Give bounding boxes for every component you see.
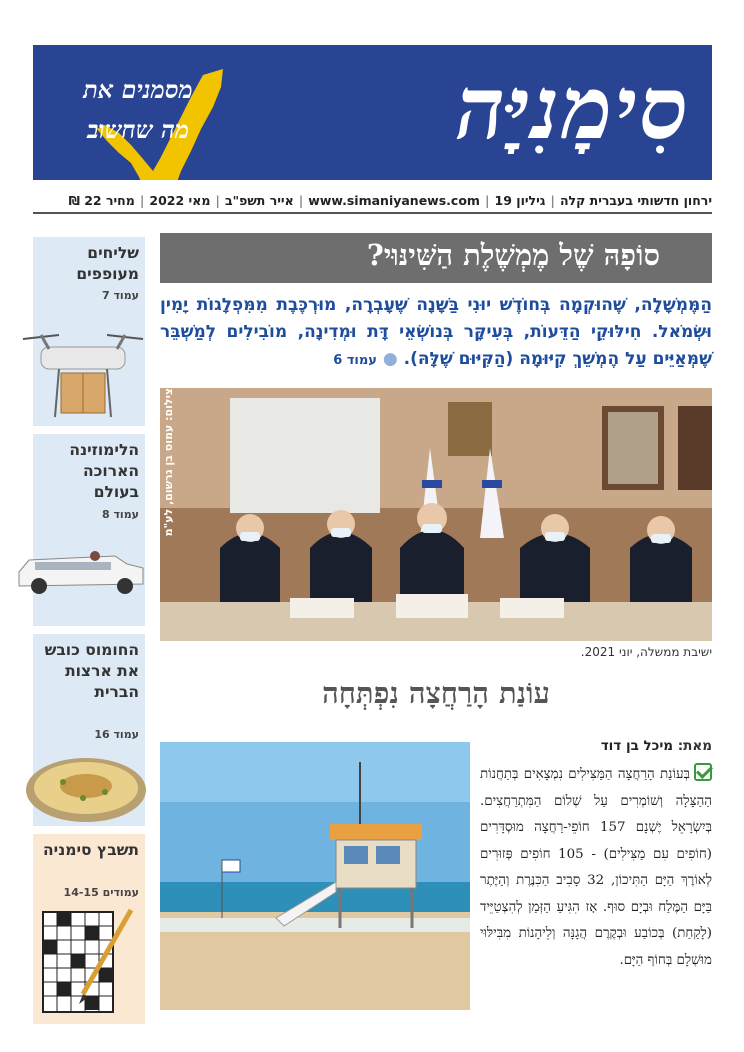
drone-delivery-icon <box>19 317 147 427</box>
sidebar-item-title: החומוס כובש את ארצות הברית <box>44 641 139 701</box>
article2-headline[interactable]: עוֹנַת הָרַחֲצָה נִפְתְּחָה <box>322 676 550 710</box>
masthead <box>33 45 712 180</box>
sidebar-item-crossword[interactable] <box>33 830 145 1024</box>
photo-credit-text: צילום: עמוס בן גרשום, לע"מ <box>162 388 175 537</box>
limousine-icon <box>15 534 147 604</box>
photo-caption: ישיבת ממשלה, יוני 2021. <box>580 645 712 659</box>
price: מחיר 22 ₪ <box>68 193 135 208</box>
hummus-plate-icon <box>23 752 149 826</box>
byline <box>480 738 712 754</box>
sidebar-item-title: הלימוזינה הארוכה בעולם <box>69 441 139 501</box>
lede-text: הַמֶּמְשָׁלָה, שֶׁהוּקְמָה בְּחוֹדֶשׁ יוּנִי בַּשָּׁנָה שֶׁעָבְרָה, מוּרְכֶּבֶת מִמִּפְלָגוֹת יָמִין וּשְׂמֹאל. חִילּוּקֵי הַדֵּעוֹת, בְּעִיקָּר בְּנוֹשְׂאֵי דָּת וּמְדִינָה, מוֹבִילִים לְמַשְׁבֵּר שֶׁמְּאַיֵּים עַל הֶמְשֵׁךְ קִיּוּמָהּ (הַקִּיּוּם שֶׁלָּהּ). <box>160 295 712 369</box>
sidebar-item-hummus[interactable] <box>33 630 145 826</box>
sidebar-item-page: עמוד 8 <box>101 508 139 521</box>
author-name[interactable]: מיכל בן דוד <box>600 738 674 754</box>
sidebar-item-page: עמוד 16 <box>94 728 139 741</box>
sidebar-item-title: שליחים מעופפים <box>76 244 139 283</box>
crossword-icon <box>39 906 139 1022</box>
byline-label: מאת: <box>677 738 712 754</box>
issue-info-line: ירחון חדשותי בעברית קלה|גיליון 19|www.simaniyanews.com|אייר תשפ"ב|מאי 2022|מחיר 22 ₪ <box>33 190 712 214</box>
gregorian-date: מאי 2022 <box>149 193 211 208</box>
website-link[interactable]: www.simaniyanews.com <box>308 193 480 208</box>
masthead-title: סִימָנִיָּה <box>455 58 690 159</box>
tagline-line1: מסמנים את <box>83 75 193 104</box>
lede-page-ref[interactable]: עמוד 6 <box>333 353 377 368</box>
checkmark-icon <box>694 763 712 781</box>
article2-body-text: בְּעוֹנַת הָרַחֲצָה הַמַּצִּילִים נִמְצָאִים בְּתַחֲנוֹת הַהַצָּלָה וְשׁוֹמְרִים עַל שְׁלוֹם הַמִּתְרַחֲצִים. בְּיִשְׂרָאֵל יֶשְׁנָם 157 חוֹפֵי-רַחֲצָה מוּסְדָּרִים (חוֹפִים עִם מַצִּילִים) - 105 חוֹפִים פְּזוּרִים לְאוֹרֶךְ הַיָּם הַתִּיכוֹן, 32 סָבִיב הַכִּנֶּרֶת וְהַיֶּתֶר בַּיָּם הַמֶּלַח וּבְיָם סוּף. אָז הִגִּיעַ הַזְּמַן לְהִצְטַיֵּיד (לָקַחַת) בְּכוֹבַע וּבְקֶרֶם הֲגָנָּה וְלֵיהָנוֹת מִבִּילּוּי מוּשְׁלָם בְּחוֹף הַיָּם. <box>480 767 712 968</box>
main-lede <box>160 292 712 374</box>
sidebar-item-drones[interactable] <box>33 233 145 426</box>
sidebar-item-limousine[interactable] <box>33 430 145 626</box>
article2-body <box>480 762 712 974</box>
sidebar-item-page: עמוד 7 <box>101 289 139 302</box>
tagline-line2: מה שחשוב <box>86 115 190 144</box>
issue-number: גיליון 19 <box>494 193 546 208</box>
government-meeting-photo <box>160 388 712 641</box>
photo-credit <box>160 388 178 641</box>
hebrew-date: אייר תשפ"ב <box>224 193 294 208</box>
main-headline[interactable]: סוֹפָהּ שֶׁל מֶמְשֶׁלֶת הַשִּׁינּוּי? <box>366 238 660 272</box>
main-headline-bar <box>160 233 712 283</box>
sidebar-item-page: עמודים 14-15 <box>63 886 139 899</box>
bullet-dot-icon: ● <box>382 349 398 369</box>
lifeguard-tower-image <box>160 742 470 1010</box>
issue-subtitle: ירחון חדשותי בעברית קלה <box>559 193 712 208</box>
beach-photo <box>160 742 470 1010</box>
sidebar-item-title: תשבץ סימניה <box>43 841 139 859</box>
cabinet-meeting-image <box>160 388 712 641</box>
